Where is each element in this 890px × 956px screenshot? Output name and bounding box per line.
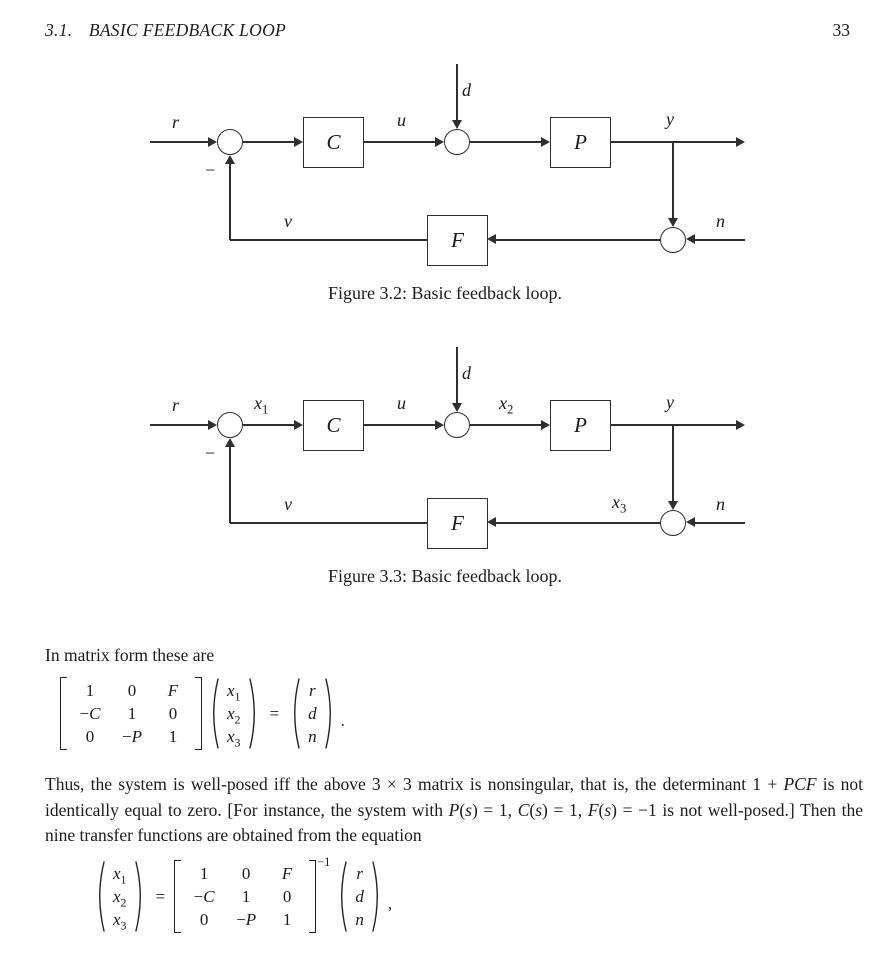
block-sensor: [427, 498, 488, 549]
left-bracket: [60, 677, 67, 750]
wire: [672, 426, 674, 501]
wire: [229, 164, 231, 240]
matrix-equation-1: [60, 677, 345, 750]
system-matrix: [181, 862, 309, 931]
figure-3-3-caption: Figure 3.3: Basic feedback loop.: [328, 566, 562, 586]
signal-label-x2: $x_2$: [499, 393, 514, 417]
wire: [363, 424, 435, 426]
open-paren: [288, 677, 301, 750]
vector-cell: $x_1$: [113, 863, 127, 886]
wire: [470, 141, 541, 143]
vector-cell: d: [355, 886, 364, 906]
signal-label-r: r: [172, 395, 180, 415]
wire: [695, 522, 745, 524]
minus-sign: −: [205, 160, 216, 180]
vector-cell: n: [308, 726, 317, 746]
arrowhead: [225, 438, 235, 447]
matrix-cell: 0: [168, 703, 178, 723]
arrowhead: [736, 137, 745, 147]
matrix-cell: 1: [241, 886, 251, 906]
matrix-cell: 0: [282, 886, 292, 906]
summing-junction-error: [217, 412, 243, 438]
vector-cell: $x_3$: [113, 909, 127, 932]
running-header: [45, 20, 850, 41]
vector-cell: $x_3$: [227, 726, 241, 749]
block-controller: [303, 400, 364, 451]
state-vector: [106, 862, 134, 931]
arrowhead: [435, 420, 444, 430]
arrowhead: [686, 234, 695, 244]
state-vector: [220, 679, 248, 748]
arrowhead: [294, 137, 303, 147]
section-title: BASIC FEEDBACK LOOP: [88, 20, 287, 40]
matrix-cell: 0: [199, 909, 209, 929]
arrowhead: [668, 218, 678, 227]
wire: [150, 424, 208, 426]
wire: [456, 347, 458, 403]
figure-3-3-diagram: [150, 343, 750, 555]
signal-label-n: n: [716, 494, 725, 514]
block-controller: [303, 117, 364, 168]
input-vector: [348, 862, 371, 931]
wire: [470, 424, 541, 426]
vector-cell: $x_1$: [227, 680, 241, 703]
wire: [243, 141, 294, 143]
wire: [496, 522, 660, 524]
equals-sign: =: [155, 886, 166, 906]
block-plant-label: P: [574, 413, 587, 437]
signal-label-u: u: [397, 393, 406, 413]
matrix-cell: 0: [85, 726, 95, 746]
open-paren: [335, 860, 348, 933]
matrix-cell: 1: [127, 703, 137, 723]
matrix-cell: −C: [79, 703, 101, 723]
vector-cell: d: [308, 703, 317, 723]
wire: [672, 143, 674, 218]
wire: [230, 239, 427, 241]
figure-3-2-diagram: [150, 60, 750, 272]
equals-sign: =: [269, 703, 280, 723]
matrix-cell: 0: [127, 680, 137, 700]
close-paren: [134, 860, 147, 933]
matrix-cell: 1: [199, 863, 209, 883]
close-paren: [248, 677, 261, 750]
inverse-exponent: −1: [317, 855, 331, 869]
arrowhead: [225, 155, 235, 164]
open-paren: [93, 860, 106, 933]
punctuation: ,: [387, 893, 393, 913]
arrowhead: [487, 234, 496, 244]
close-paren: [324, 677, 337, 750]
matrix-cell: −C: [193, 886, 215, 906]
arrowhead: [541, 137, 550, 147]
wire: [150, 141, 208, 143]
matrix-cell: 0: [241, 863, 251, 883]
page-number: 33: [832, 20, 850, 40]
system-matrix: [67, 679, 195, 748]
punctuation: .: [340, 710, 345, 730]
arrowhead: [208, 137, 217, 147]
summing-junction-noise: [660, 510, 686, 536]
arrowhead: [435, 137, 444, 147]
wire: [496, 239, 660, 241]
signal-label-x1: $x_1$: [254, 393, 269, 417]
signal-label-v: v: [284, 494, 292, 514]
signal-label-d: d: [462, 80, 471, 100]
figure-3-2-caption: Figure 3.2: Basic feedback loop.: [328, 283, 562, 303]
signal-label-v: v: [284, 211, 292, 231]
arrowhead: [452, 120, 462, 129]
matrix-cell: −P: [122, 726, 142, 746]
open-paren: [207, 677, 220, 750]
right-bracket: [309, 860, 316, 933]
signal-label-u: u: [397, 110, 406, 130]
arrowhead: [668, 501, 678, 510]
arrowhead: [208, 420, 217, 430]
vector-cell: $x_2$: [227, 703, 241, 726]
wire: [456, 64, 458, 120]
vector-cell: r: [309, 680, 316, 700]
block-sensor: [427, 215, 488, 266]
summing-junction-disturbance: [444, 412, 470, 438]
matrix-cell: 1: [168, 726, 178, 746]
arrowhead: [294, 420, 303, 430]
block-plant: [550, 400, 611, 451]
signal-label-x3: $x_3$: [612, 492, 627, 516]
signal-label-y: y: [666, 392, 674, 412]
matrix-cell: F: [281, 863, 293, 883]
matrix-equation-2: [93, 855, 393, 933]
signal-label-n: n: [716, 211, 725, 231]
arrowhead: [487, 517, 496, 527]
wire: [363, 141, 435, 143]
left-bracket: [174, 860, 181, 933]
block-plant-label: P: [574, 130, 587, 154]
section-number: 3.1.: [45, 20, 73, 40]
summing-junction-disturbance: [444, 129, 470, 155]
summing-junction-noise: [660, 227, 686, 253]
wire: [695, 239, 745, 241]
block-sensor-label: F: [451, 511, 464, 535]
matrix-cell: F: [167, 680, 179, 700]
matrix-cell: −P: [236, 909, 257, 929]
vector-cell: r: [356, 863, 363, 883]
block-sensor-label: F: [451, 228, 464, 252]
close-paren: [371, 860, 384, 933]
block-plant: [550, 117, 611, 168]
summing-junction-error: [217, 129, 243, 155]
signal-label-r: r: [172, 112, 180, 132]
arrowhead: [686, 517, 695, 527]
block-controller-label: C: [326, 130, 341, 154]
wire: [229, 447, 231, 523]
matrix-cell: 1: [85, 680, 95, 700]
paragraph: Thus, the system is well-posed iff the above 3 × 3 matrix is nonsingular, that is, the determinant 1 + PCF is not identically equal to zero. [For instance, the system with P(s) = 1, C(s) = 1, F(s) = −1 is not well-posed.] Then the nine transfer functions are obtained from the equation: [45, 774, 864, 845]
wire: [243, 424, 294, 426]
arrowhead: [541, 420, 550, 430]
signal-label-y: y: [666, 109, 674, 129]
vector-cell: n: [355, 909, 364, 929]
arrowhead: [452, 403, 462, 412]
minus-sign: −: [205, 443, 216, 463]
wire: [230, 522, 427, 524]
intro-text: In matrix form these are: [45, 645, 215, 665]
block-controller-label: C: [326, 413, 341, 437]
matrix-cell: 1: [282, 909, 292, 929]
signal-label-d: d: [462, 363, 471, 383]
right-bracket: [195, 677, 202, 750]
input-vector: [301, 679, 324, 748]
vector-cell: $x_2$: [113, 886, 127, 909]
arrowhead: [736, 420, 745, 430]
